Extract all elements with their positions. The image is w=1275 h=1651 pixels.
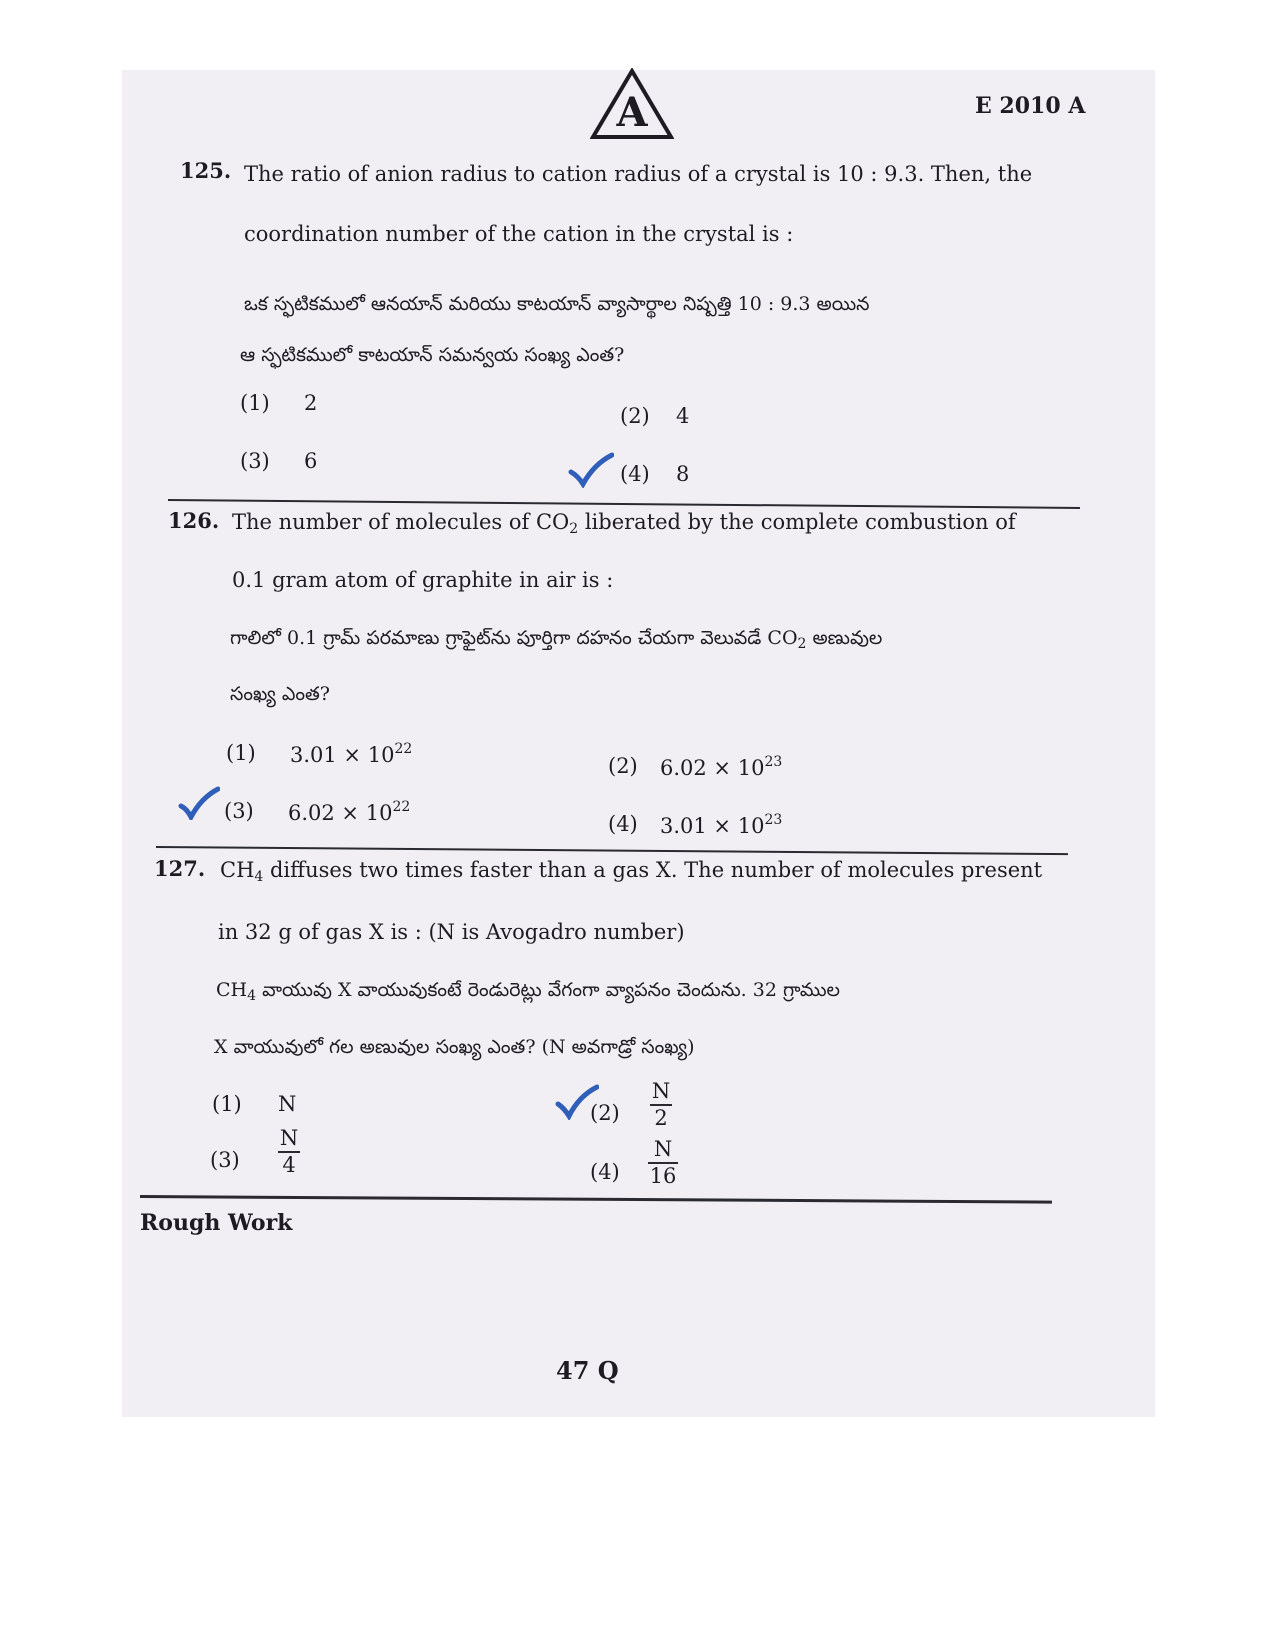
question-text-en: The ratio of anion radius to cation radius of a crystal is 10 : 9.3. Then, the (244, 162, 1033, 186)
option-number: (1) (212, 1092, 242, 1116)
question-text-en: 0.1 gram atom of graphite in air is : (232, 568, 614, 592)
numerator: N (653, 1137, 673, 1161)
option-text: 6 (304, 449, 318, 473)
option-text: N (278, 1092, 297, 1116)
option-number: (3) (240, 449, 270, 473)
fraction (648, 1138, 678, 1188)
option-text: 8 (676, 462, 690, 486)
question-text-te: గాలిలో 0.1 గ్రామ్ పరమాణు గ్రాఫైట్‌ను పూర్తిగా దహనం చేయగా వెలువడే $CO_2$ అణువుల (230, 627, 883, 652)
option-text: 4 (676, 404, 690, 428)
question-number: 125. (180, 158, 232, 183)
option-number: (4) (620, 462, 650, 486)
question-text-te: సంఖ్య ఎంత? (230, 683, 330, 705)
option-text: $3.01 \times 10^{22}$ (290, 741, 413, 767)
question-text-te: X వాయువులో గల అణువుల సంఖ్య ఎంత? (N అవగాడ్రో సంఖ్య) (214, 1036, 695, 1058)
question-text-te: ఒక స్ఫటికములో ఆనయాన్ మరియు కాటయాన్ వ్యాసార్థాల నిష్పత్తి 10 : 9.3 అయిన (244, 293, 870, 315)
exam-code: E 2010 A (975, 93, 1086, 119)
numerator: N (651, 1079, 671, 1103)
fraction (650, 1080, 672, 1130)
question-text-te: $CH_4$ వాయువు X వాయువుకంటే రెండురెట్లు వేగంగా వ్యాపనం చెందును. 32 గ్రాముల (216, 979, 840, 1004)
option-number: (2) (608, 754, 638, 778)
set-a-logo (590, 68, 674, 140)
checkmark-icon (178, 786, 220, 820)
option-number: (4) (608, 812, 638, 836)
logo-letter: A (616, 89, 648, 136)
option-text: $6.02 \times 10^{22}$ (288, 799, 411, 825)
option-number: (4) (590, 1160, 620, 1184)
checkmark-icon (568, 452, 614, 488)
option-number: (1) (226, 741, 256, 765)
page-number: 47 Q (556, 1356, 619, 1385)
question-number: 127. (154, 856, 206, 881)
denominator: 4 (282, 1153, 296, 1177)
fraction (278, 1127, 300, 1177)
numerator: N (279, 1126, 299, 1150)
question-text-en: coordination number of the cation in the crystal is : (244, 222, 794, 246)
option-text: $3.01 \times 10^{23}$ (660, 812, 783, 838)
option-number: (2) (590, 1101, 620, 1125)
denominator: 2 (654, 1106, 668, 1130)
question-text-te: ఆ స్ఫటికములో కాటయాన్ సమన్వయ సంఖ్య ఎంత? (240, 344, 625, 366)
option-number: (1) (240, 391, 270, 415)
rough-work-label: Rough Work (140, 1210, 293, 1236)
question-text-en: The number of molecules of $CO_2$ liberated by the complete combustion of (232, 510, 1016, 537)
option-number: (3) (224, 799, 254, 823)
question-text-en: $CH_4$ diffuses two times faster than a gas X. The number of molecules present (220, 858, 1043, 885)
option-number: (2) (620, 404, 650, 428)
question-text-en: in 32 g of gas X is : (N is Avogadro number) (218, 920, 685, 944)
option-text: 2 (304, 391, 318, 415)
option-text: $6.02 \times 10^{23}$ (660, 754, 783, 780)
denominator: 16 (649, 1164, 677, 1188)
question-number: 126. (168, 508, 220, 533)
option-number: (3) (210, 1148, 240, 1172)
